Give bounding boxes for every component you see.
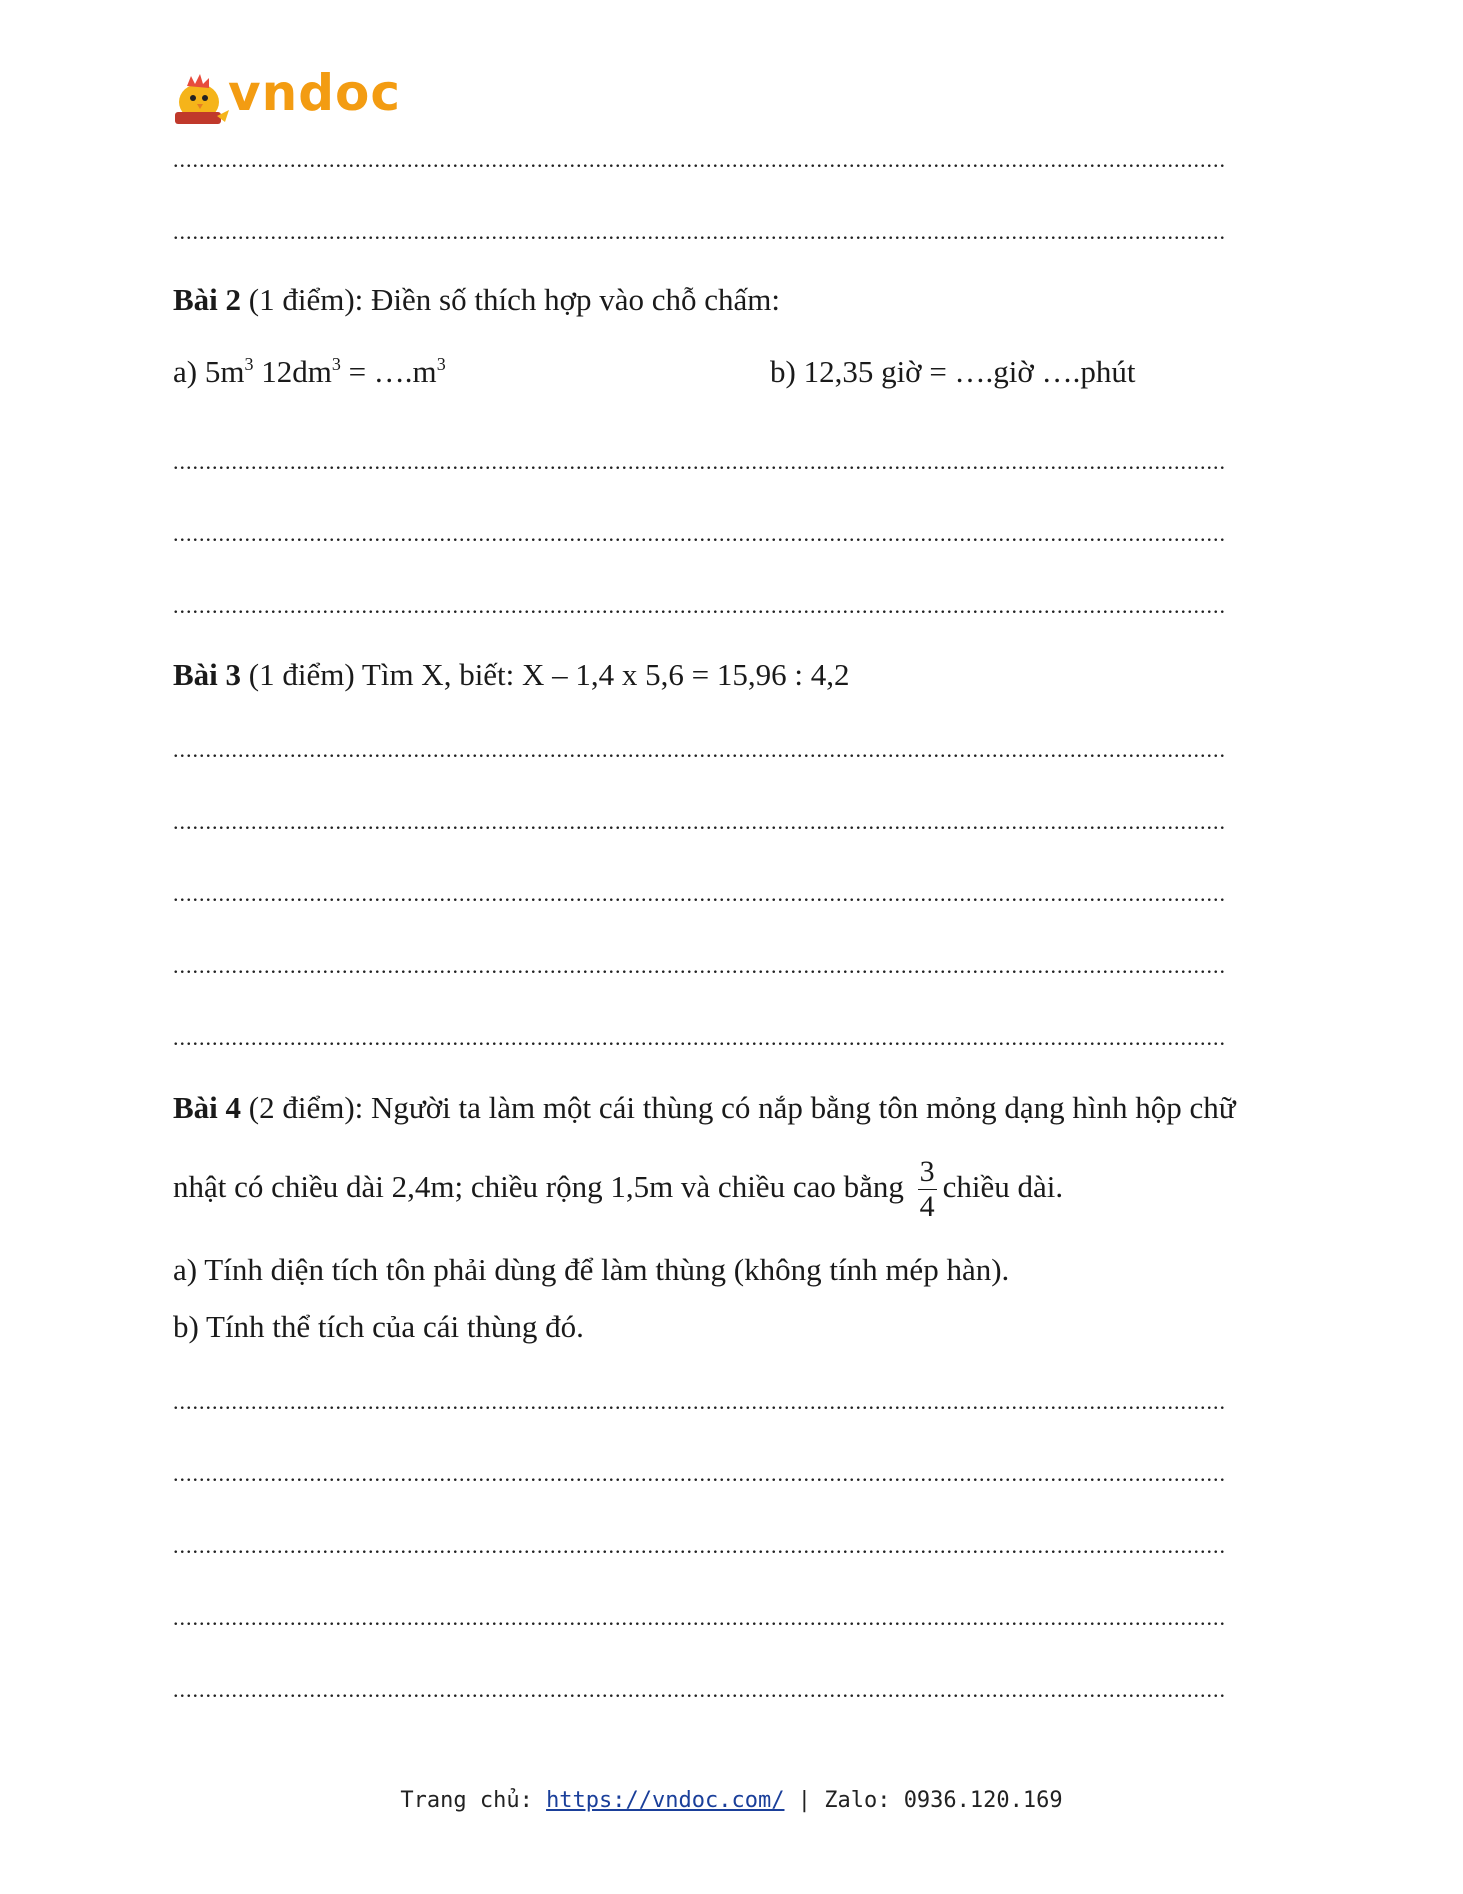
answer-line: .................................................................................................................................................................. [173,812,1226,832]
mascot-icon [175,74,229,124]
brand-wordmark: vndoc [228,64,401,122]
bai4-question-b: b) Tính thể tích của cái thùng đó. [173,1309,584,1344]
bai3-text: Tìm X, biết: X – 1,4 x 5,6 = 15,96 : 4,2 [361,657,850,692]
page-footer [0,1788,1463,1813]
bai2-question-a [173,352,446,392]
answer-line: .................................................................................................................................................................. [173,452,1226,472]
bai2-text: Điền số thích hợp vào chỗ chấm: [371,282,781,317]
answer-line: .................................................................................................................................................................. [173,596,1226,616]
exponent: 3 [331,354,341,374]
exponent: 3 [244,354,254,374]
bai3-label: Bài 3 [173,657,242,692]
answer-line: .................................................................................................................................................................. [173,1536,1226,1556]
answer-line: .................................................................................................................................................................. [173,1464,1226,1484]
answer-line: .................................................................................................................................................................. [173,740,1226,760]
answer-line: .................................................................................................................................................................. [173,222,1226,242]
answer-line: .................................................................................................................................................................. [173,1028,1226,1048]
bai2-label: Bài 2 [173,282,242,317]
fraction-denominator: 4 [919,1190,935,1224]
answer-line: .................................................................................................................................................................. [173,1608,1226,1628]
bai4-text2-post: chiều dài. [942,1169,1064,1204]
bai4-question-a: a) Tính diện tích tôn phải dùng để làm thùng (không tính mép hàn). [173,1252,1010,1287]
bai2-points: (1 điểm): [248,282,364,317]
bai4-text1: Người ta làm một cái thùng có nắp bằng tôn mỏng dạng hình hộp chữ [371,1090,1236,1125]
bai4-points: (2 điểm): [248,1090,364,1125]
footer-prefix: Trang chủ: [400,1788,547,1813]
bai4-heading [173,1088,1236,1128]
bai3-points: (1 điểm) [248,657,355,692]
answer-line: .................................................................................................................................................................. [173,150,1226,170]
footer-contact: | Zalo: 0936.120.169 [784,1788,1063,1813]
bai4-line2 [173,1152,1063,1224]
bai2-question-b: b) 12,35 giờ = ….giờ ….phút [770,354,1136,389]
answer-line: .................................................................................................................................................................. [173,1392,1226,1412]
bai2-a-eq: = ….m [340,354,437,389]
exponent: 3 [436,354,446,374]
bai2-a-prefix: a) 5m [173,354,245,389]
bai2-heading [173,280,780,320]
answer-line: .................................................................................................................................................................. [173,884,1226,904]
answer-line: .................................................................................................................................................................. [173,1680,1226,1700]
answer-line: .................................................................................................................................................................. [173,524,1226,544]
bai4-label: Bài 4 [173,1090,242,1125]
fraction-three-quarters [918,1155,937,1224]
bai2-a-mid: 12dm [253,354,332,389]
fraction-numerator: 3 [919,1155,935,1189]
homepage-link[interactable]: https://vndoc.com/ [546,1788,785,1813]
bai4-text2-pre: nhật có chiều dài 2,4m; chiều rộng 1,5m và chiều cao bằng [173,1169,904,1204]
answer-line: .................................................................................................................................................................. [173,956,1226,976]
bai3-heading [173,655,850,695]
